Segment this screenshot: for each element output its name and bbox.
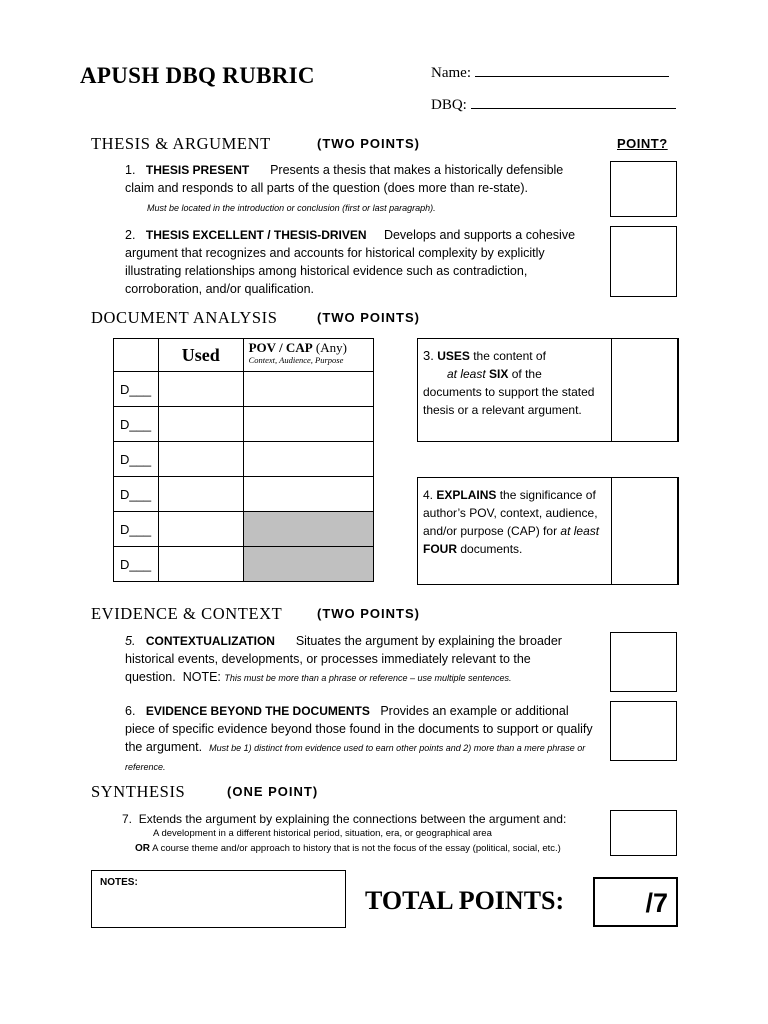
thesis-heading: THESIS & ARGUMENT	[91, 134, 271, 153]
pov-cell[interactable]	[243, 477, 373, 512]
point-box-3[interactable]	[611, 338, 679, 442]
item-1-text: Presents a thesis that makes a historically defensible claim and responds to all parts of the question (does more than re-state).	[125, 163, 564, 195]
pov-cell[interactable]	[243, 372, 373, 407]
used-cell[interactable]	[158, 442, 243, 477]
used-cell[interactable]	[158, 477, 243, 512]
name-line[interactable]	[475, 62, 669, 77]
pov-column-header: POV / CAP	[248, 340, 313, 355]
document-row: D___	[114, 372, 374, 407]
pov-cell-shaded	[243, 512, 373, 547]
document-row: D___	[114, 477, 374, 512]
item-1: 1. THESIS PRESENT Presents a thesis that makes a historically defensible claim and responds to all parts of the question (does more than re-state).	[125, 163, 564, 195]
item-3-label: USES	[437, 349, 470, 363]
item-4-label: EXPLAINS	[436, 488, 497, 502]
item-7-option-1: A development in a different historical period, situation, era, or geographical area	[153, 828, 492, 839]
point-box-6[interactable]	[610, 701, 677, 761]
item-2-text: Develops and supports a cohesive argument that recognizes and accounts for historical complexity by explicitly illustrating relationships among historical evidence such as contradiction, corroboration, and/or qualification.	[125, 228, 576, 296]
document-row: D___	[114, 547, 374, 582]
notes-label: NOTES:	[100, 877, 138, 888]
used-column-header: Used	[181, 344, 220, 365]
item-5-note: This must be more than a phrase or reference – use multiple sentences.	[224, 673, 512, 683]
item-3-box	[417, 338, 678, 442]
pov-cell[interactable]	[243, 442, 373, 477]
dbq-line[interactable]	[471, 94, 676, 109]
used-cell[interactable]	[158, 407, 243, 442]
item-2-label: THESIS EXCELLENT / THESIS-DRIVEN	[145, 228, 367, 242]
item-7: 7. Extends the argument by explaining the connections between the argument and:	[122, 812, 567, 826]
point-box-5[interactable]	[610, 632, 677, 692]
item-1-label: THESIS PRESENT	[145, 163, 250, 177]
point-box-4[interactable]	[611, 477, 679, 585]
notes-box[interactable]	[91, 870, 346, 928]
item-6: 6. EVIDENCE BEYOND THE DOCUMENTS Provides an example or additional piece of specific evidence beyond those found in the documents to support or qualify the argument. Must be 1) distinct from evidence used to earn other points and 2) more than a mere phrase or reference.	[125, 704, 593, 772]
thesis-points: (TWO POINTS)	[317, 136, 420, 151]
used-cell[interactable]	[158, 372, 243, 407]
item-6-label: EVIDENCE BEYOND THE DOCUMENTS	[145, 704, 370, 718]
item-5: 5. CONTEXTUALIZATION Situates the argument by explaining the broader historical events, developments, or processes immediately relevant to the question. NOTE: This must be more than a phrase or reference – use multiple sentences.	[125, 634, 562, 684]
item-2: 2. THESIS EXCELLENT / THESIS-DRIVEN Develops and supports a cohesive argument that recognizes and accounts for historical complexity by explicitly illustrating relationships among historical evidence such as contradiction, corroboration, and/or qualification.	[125, 228, 576, 296]
item-4: 4. EXPLAINS the significance of author’s POV, context, audience, and/or purpose (CAP) for at least FOUR documents.	[423, 488, 600, 556]
item-6-text: Provides an example or additional piece of specific evidence beyond those found in the documents to support or qualify the argument.	[125, 704, 593, 754]
item-7-text: Extends the argument by explaining the connections between the argument and:	[138, 812, 567, 826]
name-field[interactable]	[431, 62, 669, 82]
item-3: 3. USES the content of at least SIX of the documents to support the stated thesis or a relevant argument.	[423, 348, 595, 417]
document-row: D___	[114, 407, 374, 442]
documents-heading: DOCUMENT ANALYSIS	[91, 308, 278, 327]
dbq-label: DBQ:	[431, 97, 467, 113]
item-4-box	[417, 477, 678, 585]
name-label: Name:	[431, 65, 471, 81]
synthesis-heading: SYNTHESIS	[91, 782, 186, 801]
used-cell[interactable]	[158, 512, 243, 547]
documents-points: (TWO POINTS)	[317, 310, 420, 325]
item-7-option-2: OR A course theme and/or approach to history that is not the focus of the essay (political, social, etc.)	[135, 843, 561, 854]
item-5-text: Situates the argument by explaining the broader historical events, developments, or processes immediately relevant to the question.	[125, 634, 562, 684]
point-column-label: POINT?	[617, 136, 668, 151]
total-points-value: /7	[645, 888, 668, 918]
item-6-note: Must be 1) distinct from evidence used to earn other points and 2) more than a mere phrase or reference.	[125, 743, 586, 772]
dbq-field[interactable]	[431, 94, 676, 114]
item-1-note: Must be located in the introduction or conclusion (first or last paragraph).	[147, 203, 436, 213]
item-5-label: CONTEXTUALIZATION	[145, 634, 275, 648]
evidence-points: (TWO POINTS)	[317, 606, 420, 621]
document-row: D___	[114, 512, 374, 547]
point-box-2[interactable]	[610, 226, 677, 297]
page-title: APUSH DBQ RUBRIC	[80, 63, 315, 88]
documents-table	[113, 338, 374, 582]
pov-any-label: (Any)	[315, 340, 347, 355]
point-box-7[interactable]	[610, 810, 677, 856]
used-cell[interactable]	[158, 547, 243, 582]
pov-subheader: Context, Audience, Purpose	[248, 355, 344, 365]
total-points-label: TOTAL POINTS:	[365, 886, 565, 915]
document-row: D___	[114, 442, 374, 477]
evidence-heading: EVIDENCE & CONTEXT	[91, 604, 283, 623]
point-box-1[interactable]	[610, 161, 677, 217]
pov-cell-shaded	[243, 547, 373, 582]
total-points-box[interactable]	[593, 877, 678, 927]
pov-cell[interactable]	[243, 407, 373, 442]
synthesis-points: (ONE POINT)	[227, 784, 319, 799]
